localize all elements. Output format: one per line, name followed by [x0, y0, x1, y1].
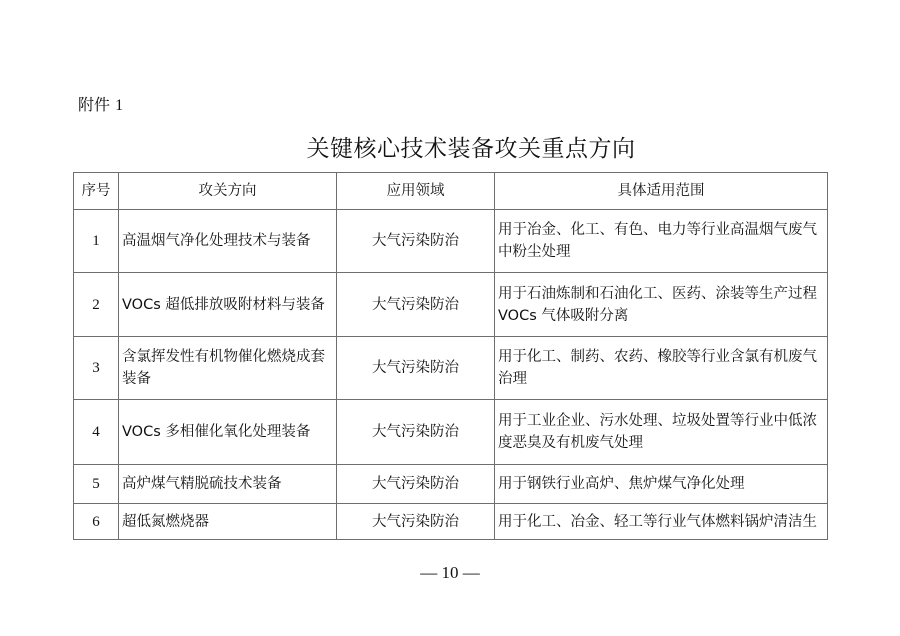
cell-no: 1 — [74, 210, 119, 273]
header-direction: 攻关方向 — [119, 173, 337, 210]
cell-scope: 用于工业企业、污水处理、垃圾处置等行业中低浓度恶臭及有机废气处理 — [495, 400, 828, 465]
cell-direction: 超低氮燃烧器 — [119, 504, 337, 540]
cell-field: 大气污染防治 — [337, 273, 495, 337]
table-row — [74, 337, 828, 400]
table-row — [74, 400, 828, 465]
header-no: 序号 — [74, 173, 119, 210]
table-row — [74, 273, 828, 337]
cell-scope: 用于石油炼制和石油化工、医药、涂装等生产过程VOCs 气体吸附分离 — [495, 273, 828, 337]
header-field: 应用领域 — [337, 173, 495, 210]
key-technology-table — [73, 172, 828, 540]
cell-no: 4 — [74, 400, 119, 465]
cell-field: 大气污染防治 — [337, 210, 495, 273]
cell-direction: VOCs 超低排放吸附材料与装备 — [119, 273, 337, 337]
cell-direction: VOCs 多相催化氧化处理装备 — [119, 400, 337, 465]
cell-direction: 高炉煤气精脱硫技术装备 — [119, 465, 337, 504]
cell-no: 6 — [74, 504, 119, 540]
attachment-label — [78, 92, 123, 115]
cell-field: 大气污染防治 — [337, 400, 495, 465]
header-scope: 具体适用范围 — [495, 173, 828, 210]
cell-no: 3 — [74, 337, 119, 400]
cell-field: 大气污染防治 — [337, 504, 495, 540]
attachment-number: 1 — [115, 97, 124, 114]
attachment-label-text: 附件 — [78, 95, 111, 114]
cell-scope: 用于钢铁行业高炉、焦炉煤气净化处理 — [495, 465, 828, 504]
table-row — [74, 504, 828, 540]
cell-scope: 用于化工、制药、农药、橡胶等行业含氯有机废气治理 — [495, 337, 828, 400]
page-number: — 10 — — [420, 563, 480, 582]
cell-field: 大气污染防治 — [337, 465, 495, 504]
cell-scope: 用于化工、冶金、轻工等行业气体燃料锅炉清洁生 — [495, 504, 828, 540]
table-header-row — [74, 173, 828, 210]
cell-no: 5 — [74, 465, 119, 504]
cell-direction: 含氯挥发性有机物催化燃烧成套装备 — [119, 337, 337, 400]
table-row — [74, 465, 828, 504]
cell-scope: 用于冶金、化工、有色、电力等行业高温烟气废气中粉尘处理 — [495, 210, 828, 273]
page-title: 关键核心技术装备攻关重点方向 — [306, 136, 636, 162]
cell-field: 大气污染防治 — [337, 337, 495, 400]
cell-direction: 高温烟气净化处理技术与装备 — [119, 210, 337, 273]
cell-no: 2 — [74, 273, 119, 337]
table-row — [74, 210, 828, 273]
